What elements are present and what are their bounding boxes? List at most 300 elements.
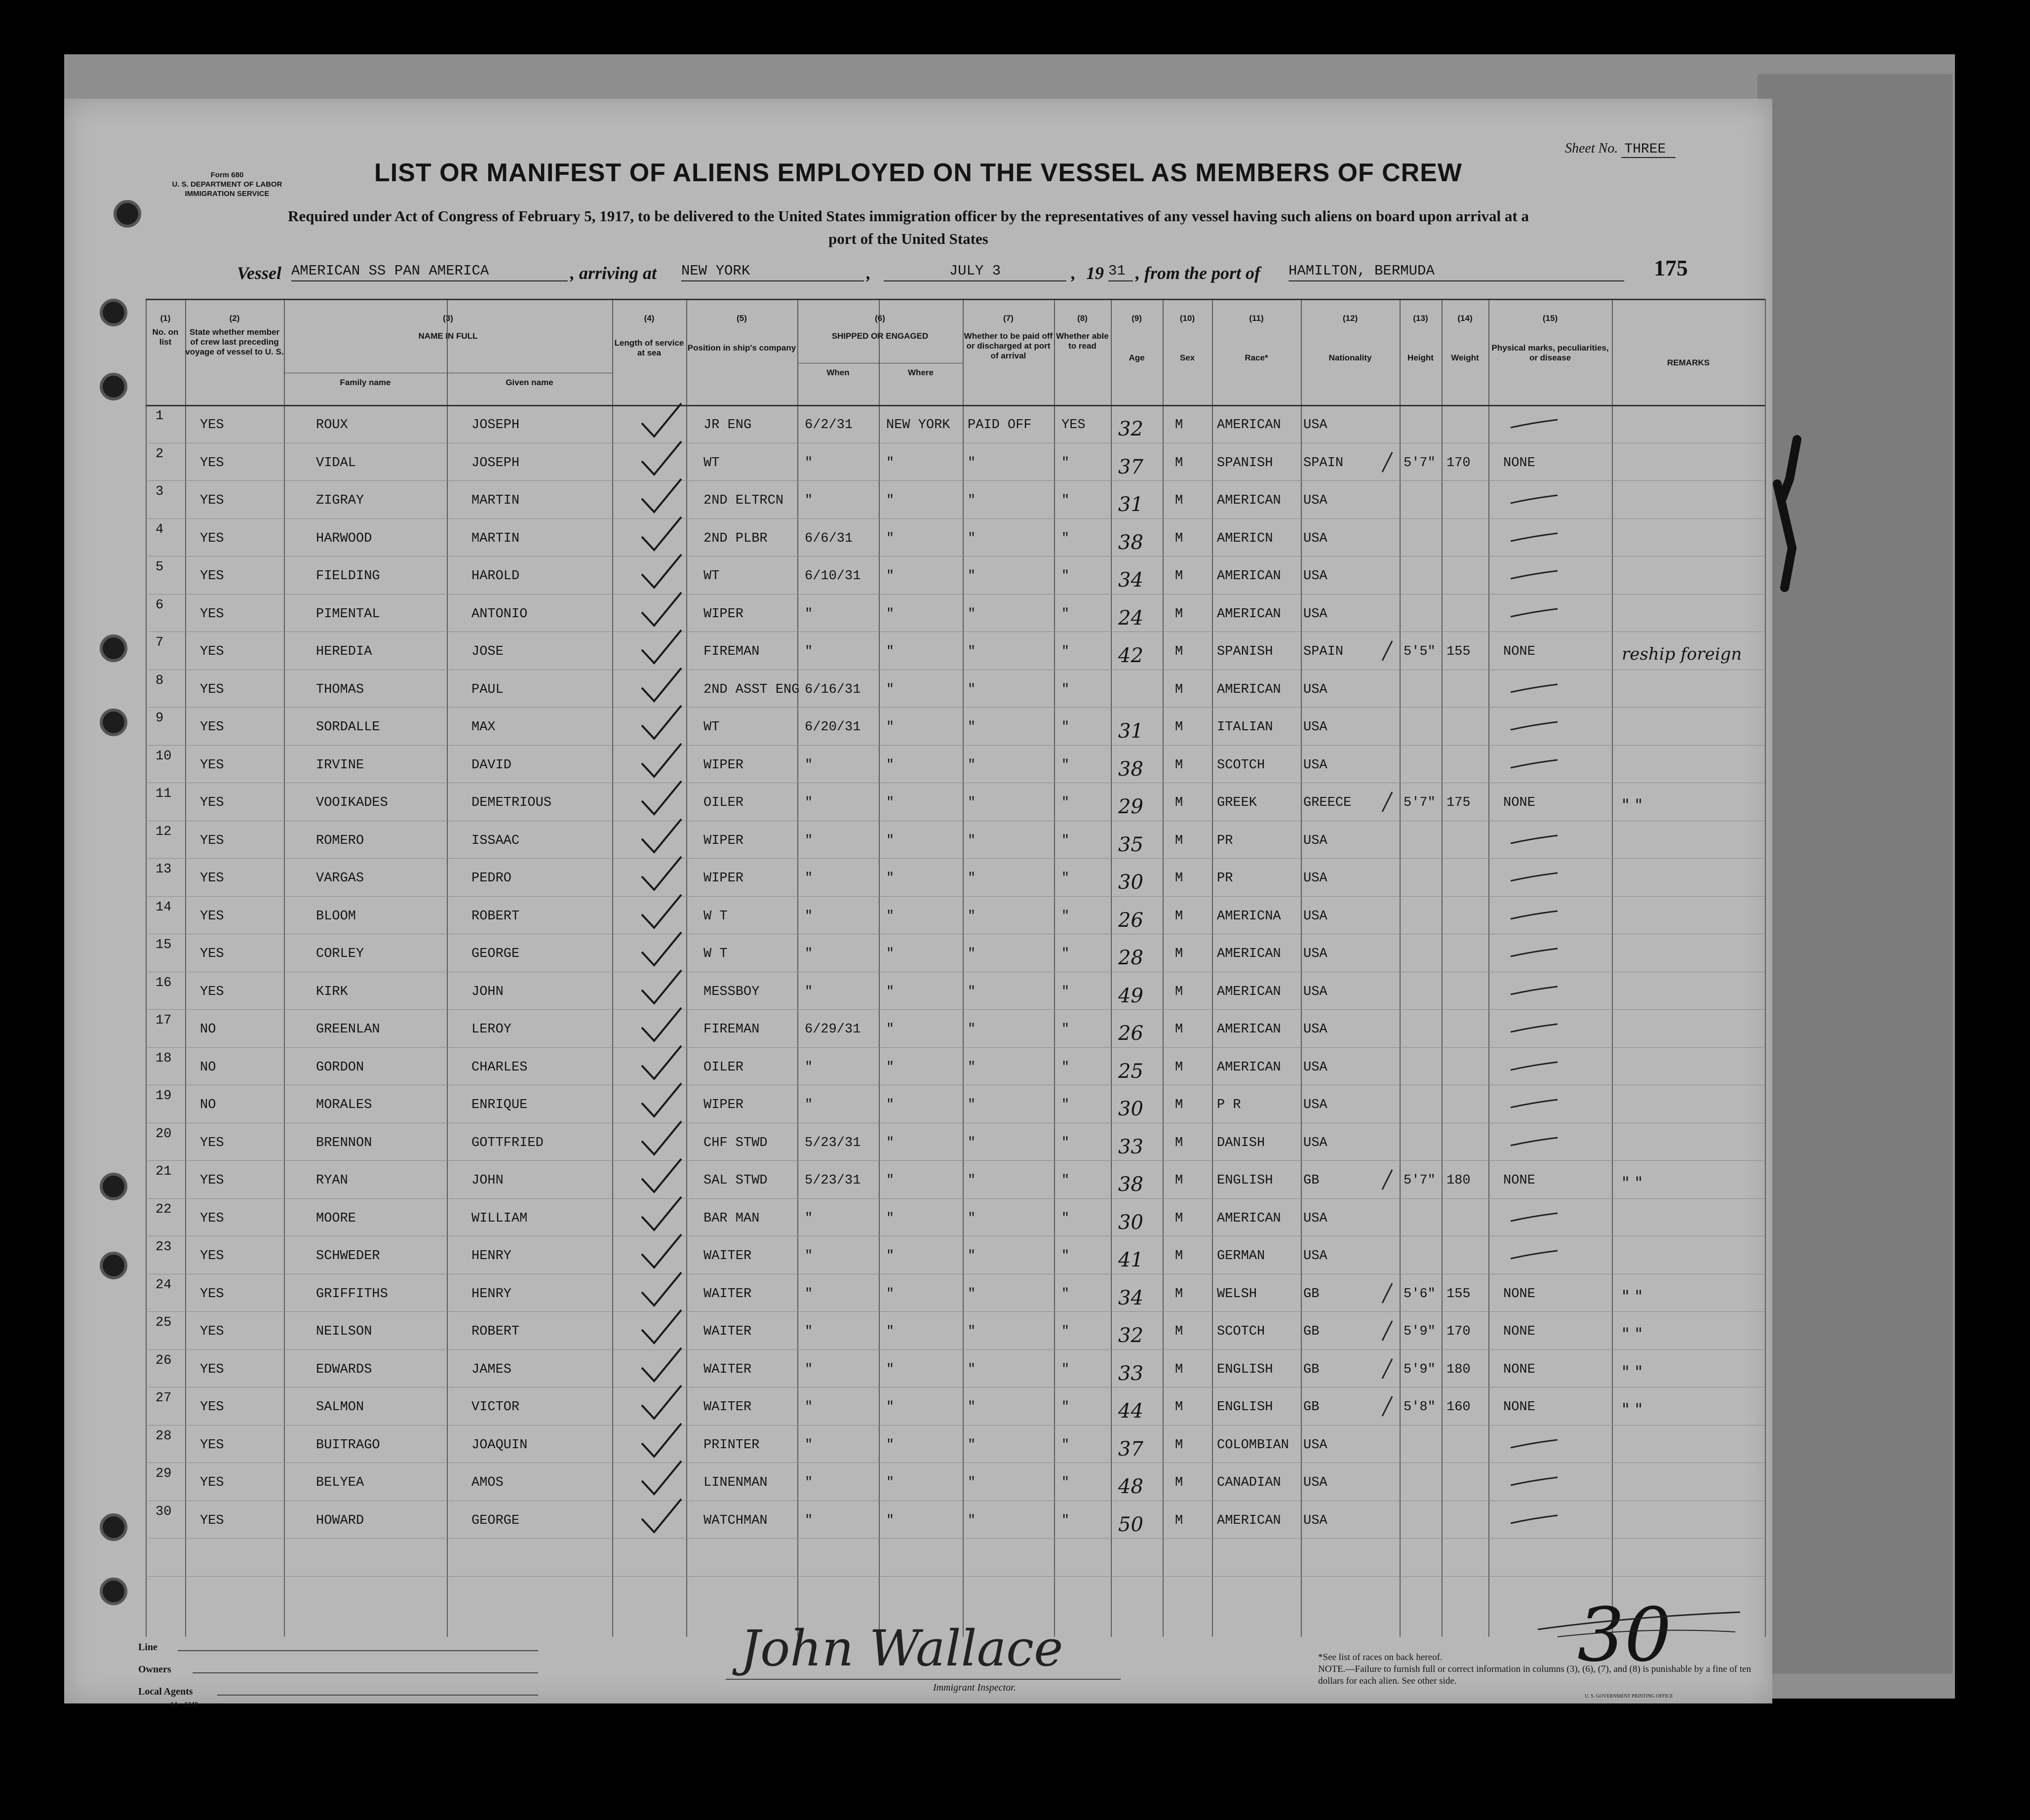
given-name: GEORGE [471, 947, 520, 961]
position: WAITER [703, 1400, 752, 1415]
height: 5'9" [1404, 1324, 1436, 1339]
shipped-when: 5/23/31 [805, 1135, 861, 1150]
prev-voyage: YES [200, 569, 224, 584]
given-name: GEORGE [471, 1513, 520, 1528]
family-name: SCHWEDER [316, 1249, 380, 1264]
nationality: USA [1303, 909, 1327, 924]
paid-off: " [968, 1513, 976, 1528]
family-name: SALMON [316, 1400, 364, 1415]
row-number: 9 [156, 711, 164, 726]
position: PRINTER [703, 1437, 760, 1453]
subtitle-line-1: Required under Act of Congress of February 5, 1917, to be delivered to the United States immigration officer by the representatives of any vessel having such aliens on board upon arrival at a [288, 207, 1529, 225]
dash-mark [1508, 1437, 1562, 1452]
row-number: 11 [156, 787, 172, 801]
able-to-read: " [1061, 720, 1070, 735]
race: P R [1217, 1098, 1241, 1112]
nationality: USA [1303, 1475, 1327, 1490]
nationality: SPAIN [1303, 455, 1344, 471]
row-number: 19 [156, 1089, 172, 1104]
age: 32 [1118, 1324, 1143, 1347]
vessel-name: AMERICAN SS PAN AMERICA [291, 263, 568, 281]
paid-off: " [968, 871, 976, 886]
nationality: USA [1303, 757, 1327, 773]
given-name: JOSE [471, 644, 504, 659]
col-1-header: (1) No. on list [152, 314, 179, 347]
punch-hole [100, 1578, 127, 1605]
nationality: USA [1303, 1060, 1327, 1075]
nationality: USA [1303, 1022, 1327, 1037]
sex: M [1175, 1135, 1183, 1150]
prev-voyage: YES [200, 1362, 224, 1377]
remarks: " " [1622, 1362, 1643, 1382]
age: 30 [1118, 1098, 1143, 1120]
slash-mark [1377, 1356, 1397, 1381]
row-number: 8 [156, 673, 164, 688]
race: DANISH [1217, 1135, 1265, 1150]
family-name: HARWOOD [316, 531, 372, 546]
family-name: EDWARDS [316, 1362, 372, 1377]
able-to-read: " [1061, 1437, 1070, 1453]
age: 48 [1118, 1475, 1143, 1498]
prev-voyage: YES [200, 757, 224, 773]
height: 5'7" [1404, 1173, 1436, 1188]
shipped-when: " [805, 1513, 813, 1528]
age: 25 [1118, 1060, 1143, 1083]
check-icon [639, 1005, 684, 1045]
col-2-header: (2) State whether member of crew last preceding voyage of vessel to U. S. [185, 314, 284, 356]
physical-marks: NONE [1503, 1173, 1535, 1188]
able-to-read: " [1061, 1135, 1070, 1150]
age: 24 [1118, 606, 1143, 630]
col-7-header: (7) Whether to be paid off or discharged at port of arrival [964, 314, 1053, 360]
slash-mark [1377, 1394, 1397, 1419]
age: 37 [1118, 455, 1143, 478]
position: WT [703, 455, 720, 471]
family-name: IRVINE [316, 757, 364, 773]
given-name: JOSEPH [471, 418, 520, 433]
shipped-when: 6/10/31 [805, 569, 861, 584]
paid-off: " [968, 1211, 976, 1226]
dash-mark [1508, 757, 1562, 772]
col-6b-header: Where [908, 368, 934, 377]
row-number: 20 [156, 1126, 172, 1142]
inspector-signature: John Wallace [741, 1620, 1063, 1677]
check-icon [639, 552, 684, 592]
age: 29 [1118, 795, 1143, 818]
height: 5'7" [1404, 795, 1436, 810]
sex: M [1175, 606, 1183, 622]
able-to-read: " [1061, 682, 1070, 697]
able-to-read: " [1061, 1400, 1070, 1415]
check-icon [639, 968, 684, 1007]
row-rule [146, 1198, 1765, 1199]
shipped-where: " [886, 606, 895, 622]
able-to-read: " [1061, 909, 1070, 924]
able-to-read: " [1061, 1475, 1070, 1490]
age: 33 [1118, 1135, 1143, 1158]
race: GERMAN [1217, 1249, 1265, 1264]
prev-voyage: YES [200, 644, 224, 659]
line-label: Line [138, 1642, 157, 1653]
dash-mark [1508, 417, 1562, 432]
sex: M [1175, 1173, 1183, 1188]
dash-mark [1508, 681, 1562, 696]
shipped-when: " [805, 833, 813, 848]
check-icon [639, 1270, 684, 1309]
punch-hole [100, 373, 127, 400]
paid-off: " [968, 1098, 976, 1112]
row-rule [146, 707, 1765, 708]
column-rule [1212, 299, 1213, 1637]
shipped-where: " [886, 1437, 895, 1453]
sex: M [1175, 1060, 1183, 1075]
check-icon [639, 1081, 684, 1120]
check-icon [639, 741, 684, 781]
prev-voyage: YES [200, 947, 224, 961]
sex: M [1175, 644, 1183, 659]
check-icon [639, 1156, 684, 1196]
col-3a-header: Family name [340, 378, 391, 387]
shipped-where: " [886, 1098, 895, 1112]
row-number: 14 [156, 900, 172, 915]
race: AMERICAN [1217, 1060, 1281, 1075]
race: ITALIAN [1217, 720, 1273, 735]
punch-hole [100, 709, 127, 736]
row-number: 15 [156, 938, 172, 952]
family-name: FIELDING [316, 569, 380, 584]
shipped-where: " [886, 531, 895, 546]
position: WIPER [703, 871, 744, 886]
sex: M [1175, 984, 1183, 999]
race: ENGLISH [1217, 1362, 1273, 1377]
shipped-when: 6/20/31 [805, 720, 861, 735]
position: WIPER [703, 757, 744, 773]
sheet-value: THREE [1621, 142, 1676, 158]
age: 41 [1118, 1249, 1143, 1271]
col-10-header: (10) Sex [1179, 314, 1195, 362]
check-icon [639, 779, 684, 818]
paid-off: " [968, 606, 976, 622]
prev-voyage: YES [200, 1324, 224, 1339]
shipped-when: " [805, 1324, 813, 1339]
family-name: GRIFFITHS [316, 1286, 388, 1302]
shipped-when: " [805, 757, 813, 773]
check-icon [639, 476, 684, 516]
paid-off: " [968, 531, 976, 546]
paid-off: " [968, 644, 976, 659]
sheet-number [1565, 141, 1676, 157]
position: CHF STWD [703, 1135, 768, 1150]
from-port: HAMILTON, BERMUDA [1288, 263, 1624, 281]
able-to-read: " [1061, 1249, 1070, 1264]
page-title: LIST OR MANIFEST OF ALIENS EMPLOYED ON THE VESSEL AS MEMBERS OF CREW [374, 158, 1462, 187]
row-rule [146, 745, 1765, 746]
given-name: ANTONIO [471, 606, 528, 622]
able-to-read: " [1061, 947, 1070, 961]
shipped-where: " [886, 1400, 895, 1415]
shipped-when: " [805, 1249, 813, 1264]
row-number: 24 [156, 1277, 172, 1293]
paid-off: " [968, 720, 976, 735]
given-name: GOTTFRIED [471, 1135, 544, 1150]
prev-voyage: YES [200, 984, 224, 999]
able-to-read: " [1061, 1173, 1070, 1188]
column-rule [447, 299, 448, 1637]
age: 42 [1118, 644, 1143, 667]
prev-voyage: YES [200, 1437, 224, 1453]
age: 28 [1118, 947, 1143, 969]
col-6a-header: When [826, 368, 850, 377]
prev-voyage: YES [200, 531, 224, 546]
slash-mark [1377, 1167, 1397, 1192]
weight: 170 [1446, 1324, 1471, 1339]
service: IMMIGRATION SERVICE [185, 190, 270, 198]
row-rule [146, 858, 1765, 859]
nationality: USA [1303, 493, 1327, 508]
sex: M [1175, 757, 1183, 773]
prev-voyage: NO [200, 1060, 216, 1075]
paid-off: " [968, 1022, 976, 1037]
shipped-when: " [805, 795, 813, 810]
row-number: 27 [156, 1391, 172, 1406]
check-icon [639, 1194, 684, 1234]
check-icon [639, 1345, 684, 1385]
family-name: SORDALLE [316, 720, 380, 735]
prev-voyage: YES [200, 606, 224, 622]
given-name: HAROLD [471, 569, 520, 584]
sex: M [1175, 947, 1183, 961]
given-name: JOSEPH [471, 455, 520, 471]
shipped-where: " [886, 1324, 895, 1339]
race: SPANISH [1217, 644, 1273, 659]
able-to-read: " [1061, 1022, 1070, 1037]
age: 37 [1118, 1437, 1143, 1461]
race: PR [1217, 871, 1233, 886]
given-name: HENRY [471, 1249, 512, 1264]
race: AMERICAN [1217, 569, 1281, 584]
table-top-rule [146, 299, 1765, 300]
paid-off: " [968, 909, 976, 924]
row-number: 17 [156, 1013, 172, 1028]
shipped-when: " [805, 1211, 813, 1226]
physical-marks: NONE [1503, 1324, 1535, 1339]
arrival-date: JULY 3 [884, 263, 1066, 281]
shipped-where: " [886, 947, 895, 961]
row-number: 3 [156, 484, 164, 499]
family-name: BUITRAGO [316, 1437, 380, 1453]
row-rule [146, 1009, 1765, 1010]
nationality: USA [1303, 833, 1327, 848]
column-rule [612, 299, 613, 1637]
family-name: RYAN [316, 1173, 348, 1188]
check-icon [639, 1497, 684, 1536]
paid-off: " [968, 455, 976, 471]
paid-off: " [968, 1060, 976, 1075]
nationality: USA [1303, 984, 1327, 999]
paid-off: " [968, 569, 976, 584]
age: 49 [1118, 984, 1143, 1007]
race: AMERICAN [1217, 984, 1281, 999]
sex: M [1175, 1324, 1183, 1339]
shipped-where: " [886, 1173, 895, 1188]
weight: 170 [1446, 455, 1471, 471]
race: PR [1217, 833, 1233, 848]
position: JR ENG [703, 418, 752, 433]
column-rule [185, 299, 186, 1637]
sex: M [1175, 1513, 1183, 1528]
prev-voyage: YES [200, 682, 224, 697]
col-4-header: (4) Length of service at sea [614, 314, 684, 357]
nationality: GB [1303, 1173, 1320, 1188]
shipped-when: " [805, 947, 813, 961]
owners-label: Owners [138, 1664, 171, 1675]
age: 44 [1118, 1400, 1143, 1423]
nationality: USA [1303, 1098, 1327, 1112]
given-name: PEDRO [471, 871, 512, 886]
position: WATCHMAN [703, 1513, 768, 1528]
sex: M [1175, 1249, 1183, 1264]
family-name: ZIGRAY [316, 493, 364, 508]
total-count: 30 [1577, 1592, 1672, 1678]
position: LINENMAN [703, 1475, 768, 1490]
nationality: USA [1303, 569, 1327, 584]
paid-off: " [968, 795, 976, 810]
able-to-read: " [1061, 984, 1070, 999]
age: 26 [1118, 1022, 1143, 1045]
shipped-when: " [805, 1400, 813, 1415]
signature-rule [726, 1679, 1121, 1680]
shipped-when: " [805, 493, 813, 508]
prev-voyage: YES [200, 1475, 224, 1490]
prev-voyage: YES [200, 1135, 224, 1150]
row-number: 5 [156, 560, 164, 575]
position: WT [703, 720, 720, 735]
age: 31 [1118, 493, 1143, 516]
shipped-when: " [805, 1437, 813, 1453]
owners-rule [193, 1672, 538, 1673]
position: WT [703, 569, 720, 584]
able-to-read: " [1061, 1286, 1070, 1302]
row-number: 18 [156, 1051, 172, 1066]
column-rule [1301, 299, 1302, 1637]
age: 31 [1118, 720, 1143, 743]
paid-off: " [968, 1249, 976, 1264]
weight: 180 [1446, 1173, 1471, 1188]
position: OILER [703, 1060, 744, 1075]
remarks: reship foreign [1622, 644, 1742, 664]
arriving-label: , arriving at [570, 263, 657, 283]
given-name: MARTIN [471, 531, 520, 546]
dash-mark [1508, 984, 1562, 998]
age: 50 [1118, 1513, 1143, 1536]
row-number: 10 [156, 749, 172, 764]
row-rule [146, 1311, 1765, 1312]
position: WIPER [703, 1098, 744, 1112]
physical-marks: NONE [1503, 455, 1535, 471]
dash-mark [1508, 606, 1562, 621]
sex: M [1175, 1362, 1183, 1377]
physical-marks: NONE [1503, 795, 1535, 810]
position: 2ND PLBR [703, 531, 768, 546]
race: ENGLISH [1217, 1173, 1273, 1188]
shipped-where: " [886, 1286, 895, 1302]
able-to-read: " [1061, 569, 1070, 584]
nationality: USA [1303, 418, 1327, 433]
row-number: 25 [156, 1315, 172, 1330]
prev-voyage: YES [200, 493, 224, 508]
slash-mark [1377, 1318, 1397, 1343]
column-rule [879, 299, 880, 1637]
check-icon [639, 817, 684, 856]
col-12-header: (12) Nationality [1328, 314, 1372, 362]
row-number: 23 [156, 1240, 172, 1255]
check-icon [639, 1119, 684, 1158]
height: 5'9" [1404, 1362, 1436, 1377]
position: BAR MAN [703, 1211, 760, 1226]
physical-marks: NONE [1503, 644, 1535, 659]
back-sheet-edge [1757, 74, 1952, 1674]
check-icon [639, 930, 684, 969]
paid-off: " [968, 757, 976, 773]
family-name: VOOIKADES [316, 795, 388, 810]
col-11-header: (11) Race* [1245, 314, 1268, 362]
race: AMERICNA [1217, 909, 1281, 924]
row-number: 12 [156, 824, 172, 839]
shipped-when: 5/23/31 [805, 1173, 861, 1188]
page-number: 175 [1654, 255, 1688, 280]
shipped-when: " [805, 644, 813, 659]
prev-voyage: YES [200, 1249, 224, 1264]
shipped-where: " [886, 682, 895, 697]
punch-hole [100, 1513, 127, 1541]
position: OILER [703, 795, 744, 810]
paid-off: " [968, 947, 976, 961]
race: COLOMBIAN [1217, 1437, 1289, 1453]
remarks: " " [1622, 795, 1643, 815]
shipped-when: " [805, 1286, 813, 1302]
age: 32 [1118, 418, 1143, 440]
year-prefix: 19 [1086, 263, 1104, 283]
sex: M [1175, 1400, 1183, 1415]
vessel-label: Vessel [237, 263, 281, 283]
shipped-when: " [805, 1362, 813, 1377]
shipped-where: " [886, 871, 895, 886]
check-icon [639, 1459, 684, 1498]
able-to-read: " [1061, 795, 1070, 810]
column-rule [1400, 299, 1401, 1637]
check-icon [639, 1421, 684, 1461]
from-label: , from the port of [1135, 263, 1261, 283]
family-name: ROUX [316, 418, 348, 433]
age: 30 [1118, 871, 1143, 894]
prev-voyage: YES [200, 720, 224, 735]
prev-voyage: NO [200, 1022, 216, 1037]
race: GREEK [1217, 795, 1257, 810]
row-rule [146, 518, 1765, 519]
punch-hole [114, 200, 141, 228]
row-rule [146, 1576, 1765, 1577]
shipped-when: " [805, 871, 813, 886]
sex: M [1175, 795, 1183, 810]
column-rule [797, 299, 798, 1637]
row-rule [146, 405, 1765, 406]
paid-off: " [968, 1135, 976, 1150]
able-to-read: " [1061, 606, 1070, 622]
given-name: VICTOR [471, 1400, 520, 1415]
paid-off: " [968, 493, 976, 508]
able-to-read: " [1061, 1324, 1070, 1339]
row-number: 1 [156, 409, 164, 424]
